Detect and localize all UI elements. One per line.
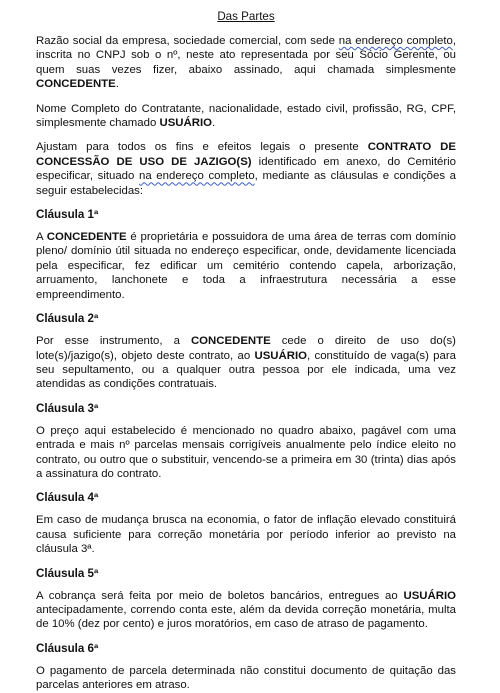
bold-term: USUÁRIO: [159, 117, 212, 130]
clause-3-heading: Cláusula 3ª: [36, 401, 99, 415]
text-run: .: [212, 117, 216, 130]
address-placeholder: na endereço completo: [139, 170, 255, 183]
bold-term: CONCEDENTE: [190, 335, 271, 348]
document-title: [36, 10, 456, 24]
agreement-paragraph: [36, 140, 456, 198]
text-run: , constituído de vaga(s) para seu sepultamento, ou a qualquer outra pessoa por ele indicada, uma vez atendidas as condições contratuais.: [36, 349, 456, 391]
text-run: Razão social da empresa, sociedade comercial, com sede: [36, 35, 339, 47]
clause-2-heading: Cláusula 2ª: [36, 312, 99, 326]
clause-6-heading: Cláusula 6ª: [36, 641, 99, 655]
text-run: , inscrita no CNPJ sob o nº, neste ato representada por seu Sócio Gerente, ou quem suas vezes fizer, abaixo assinado, aqui chamada simplesmente: [36, 35, 456, 76]
clause-4-heading: Cláusula 4ª: [36, 491, 99, 505]
text-run: é proprietária e possuidora de uma área de terras com domínio pleno/ domínio útil situada no endereço especificar, onde, devidamente licenciada pela especificar, fez edificar um cemitério contendo capela, arborização, arruamento, lanchonete e toda a infraestrutura necessária a esse empreendimento.: [36, 231, 456, 301]
clause-5-body: [36, 589, 456, 632]
text-run: A: [36, 231, 47, 244]
clause-6-body: O pagamento de parcela determinada não constitui documento de quitação das parcelas anteriores em atraso.: [36, 664, 456, 692]
clause-5-heading: Cláusula 5ª: [36, 566, 99, 580]
clause-2-body: [36, 334, 456, 392]
document-title-text: Das Partes: [217, 10, 275, 23]
clause-4-body: Em caso de mudança brusca na economia, o fator de inflação elevado constituirá causa suficiente para correção monetária por período inferior ao previsto na cláusula 3ª.: [36, 514, 456, 556]
text-run: antecipadamente, correndo conta este, além da devida correção monetária, multa de 10% (dez por cento) e juros moratórios, em caso de atraso de pagamento.: [36, 603, 456, 631]
bold-term: CONCEDENTE: [46, 231, 127, 244]
party-usuario-paragraph: [36, 102, 456, 131]
clause-1-heading: Cláusula 1ª: [36, 208, 99, 222]
bold-term: CONCEDENTE: [36, 78, 116, 91]
bold-term: USUÁRIO: [254, 349, 308, 362]
text-run: identificado em anexo, do Cemitério especificar, situado: [36, 155, 456, 183]
address-placeholder: na endereço completo: [338, 35, 453, 47]
text-run: .: [115, 78, 119, 91]
text-run: cede o direito de uso do(s) lote(s)/jazigo(s), objeto deste contrato, ao: [36, 335, 456, 362]
text-run: Por esse instrumento, a: [36, 335, 191, 348]
bold-term: CONTRATO DE CONCESSÃO DE USO DE JAZIGO(S): [36, 141, 456, 168]
party-concedente-paragraph: [36, 34, 456, 92]
text-run: Nome Completo do Contratante, nacionalidade, estado civil, profissão, RG, CPF, simplesmente chamado: [36, 102, 456, 130]
text-run: Ajustam para todos os fins e efeitos legais o presente: [36, 141, 368, 154]
text-run: A cobrança será feita por meio de boletos bancários, entregues ao: [36, 589, 404, 602]
clause-1-body: [36, 230, 456, 302]
clause-3-body: O preço aqui estabelecido é mencionado no quadro abaixo, pagável com uma entrada e mais nº parcelas mensais corrigíveis anualmente pelo índice eleito no contrato, ou outro que o substituir, vencendo-se a primeira em 30 (trinta) dias após a assinatura do contrato.: [36, 424, 456, 480]
text-run: , mediante as cláusulas e condições a seguir estabelecidas:: [36, 170, 457, 197]
bold-term: USUÁRIO: [403, 589, 456, 602]
